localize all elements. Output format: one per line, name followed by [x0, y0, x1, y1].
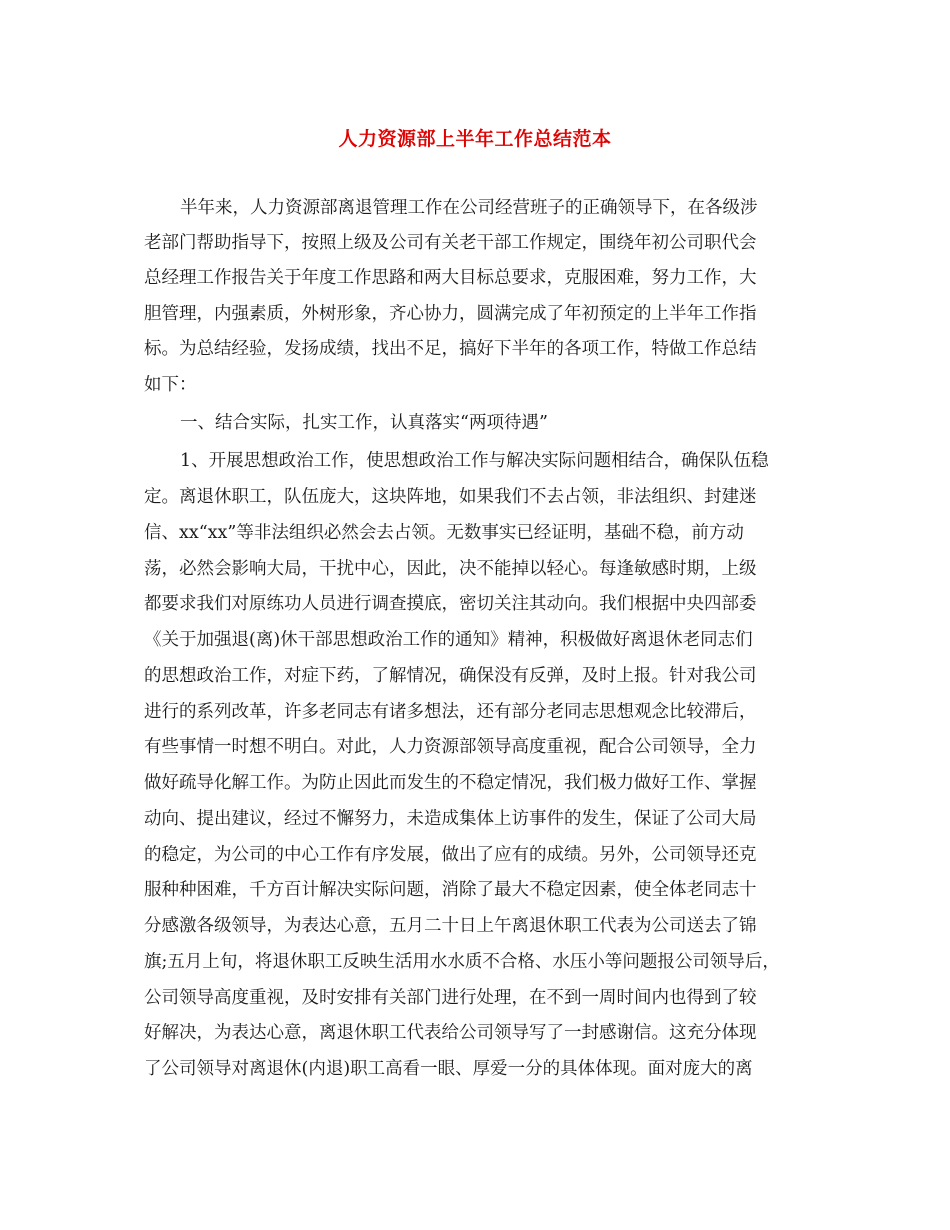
body-line: 如下：: [144, 375, 197, 395]
body-line: 老部门帮助指导下，按照上级及公司有关老干部工作规定，围绕年初公司职代会: [144, 233, 757, 253]
body-line: 的稳定，为公司的中心工作有序发展，做出了应有的成绩。另外，公司领导还克: [144, 845, 757, 865]
body-line: 信、xx“xx”等非法组织必然会去占领。无数事实已经证明，基础不稳，前方动: [144, 523, 744, 543]
body-line: 服种种困难，千方百计解决实际问题，消除了最大不稳定因素，使全体老同志十: [144, 880, 757, 900]
body-line: 总经理工作报告关于年度工作思路和两大目标总要求，克服困难，努力工作，大: [144, 268, 757, 288]
body-line: 标。为总结经验，发扬成绩，找出不足，搞好下半年的各项工作，特做工作总结: [144, 339, 757, 359]
body-line: 旗;五月上旬，将退休职工反映生活用水水质不合格、水压小等问题报公司领导后，: [144, 952, 780, 972]
section-heading: 一、结合实际，扎实工作，认真落实“两项待遇”: [180, 413, 548, 433]
body-line: 进行的系列改革，许多老同志有诸多想法，还有部分老同志思想观念比较滞后，: [144, 702, 757, 722]
body-line: 定。离退休职工，队伍庞大，这块阵地，如果我们不去占领，非法组织、封建迷: [144, 487, 757, 507]
body-line: 了公司领导对离退休(内退)职工高看一眼、厚爱一分的具体体现。面对庞大的离: [144, 1059, 753, 1079]
body-line: 《关于加强退(离)休干部思想政治工作的通知》精神，积极做好离退休老同志们: [144, 630, 753, 650]
body-line: 的思想政治工作，对症下药，了解情况，确保没有反弹，及时上报。针对我公司: [144, 666, 757, 686]
body-line: 1、开展思想政治工作，使思想政治工作与解决实际问题相结合，确保队伍稳: [180, 451, 769, 471]
body-line: 动向、提出建议，经过不懈努力，未造成集体上访事件的发生，保证了公司大局: [144, 809, 757, 829]
body-line: 胆管理，内强素质，外树形象，齐心协力，圆满完成了年初预定的上半年工作指: [144, 304, 757, 324]
body-line: 分感激各级领导，为表达心意，五月二十日上午离退休职工代表为公司送去了锦: [144, 916, 757, 936]
body-line: 半年来，人力资源部离退管理工作在公司经营班子的正确领导下，在各级涉: [180, 198, 758, 218]
body-line: 好解决，为表达心意，离退休职工代表给公司领导写了一封感谢信。这充分体现: [144, 1023, 757, 1043]
body-line: 都要求我们对原练功人员进行调查摸底，密切关注其动向。我们根据中央四部委: [144, 594, 757, 614]
body-line: 荡，必然会影响大局，干扰中心，因此，决不能掉以轻心。每逢敏感时期，上级: [144, 559, 757, 579]
body-line: 公司领导高度重视，及时安排有关部门进行处理，在不到一周时间内也得到了较: [144, 988, 757, 1008]
body-line: 做好疏导化解工作。为防止因此而发生的不稳定情况，我们极力做好工作、掌握: [144, 773, 757, 793]
body-line: 有些事情一时想不明白。对此，人力资源部领导高度重视，配合公司领导，全力: [144, 737, 757, 757]
document-title: 人力资源部上半年工作总结范本: [338, 128, 612, 150]
